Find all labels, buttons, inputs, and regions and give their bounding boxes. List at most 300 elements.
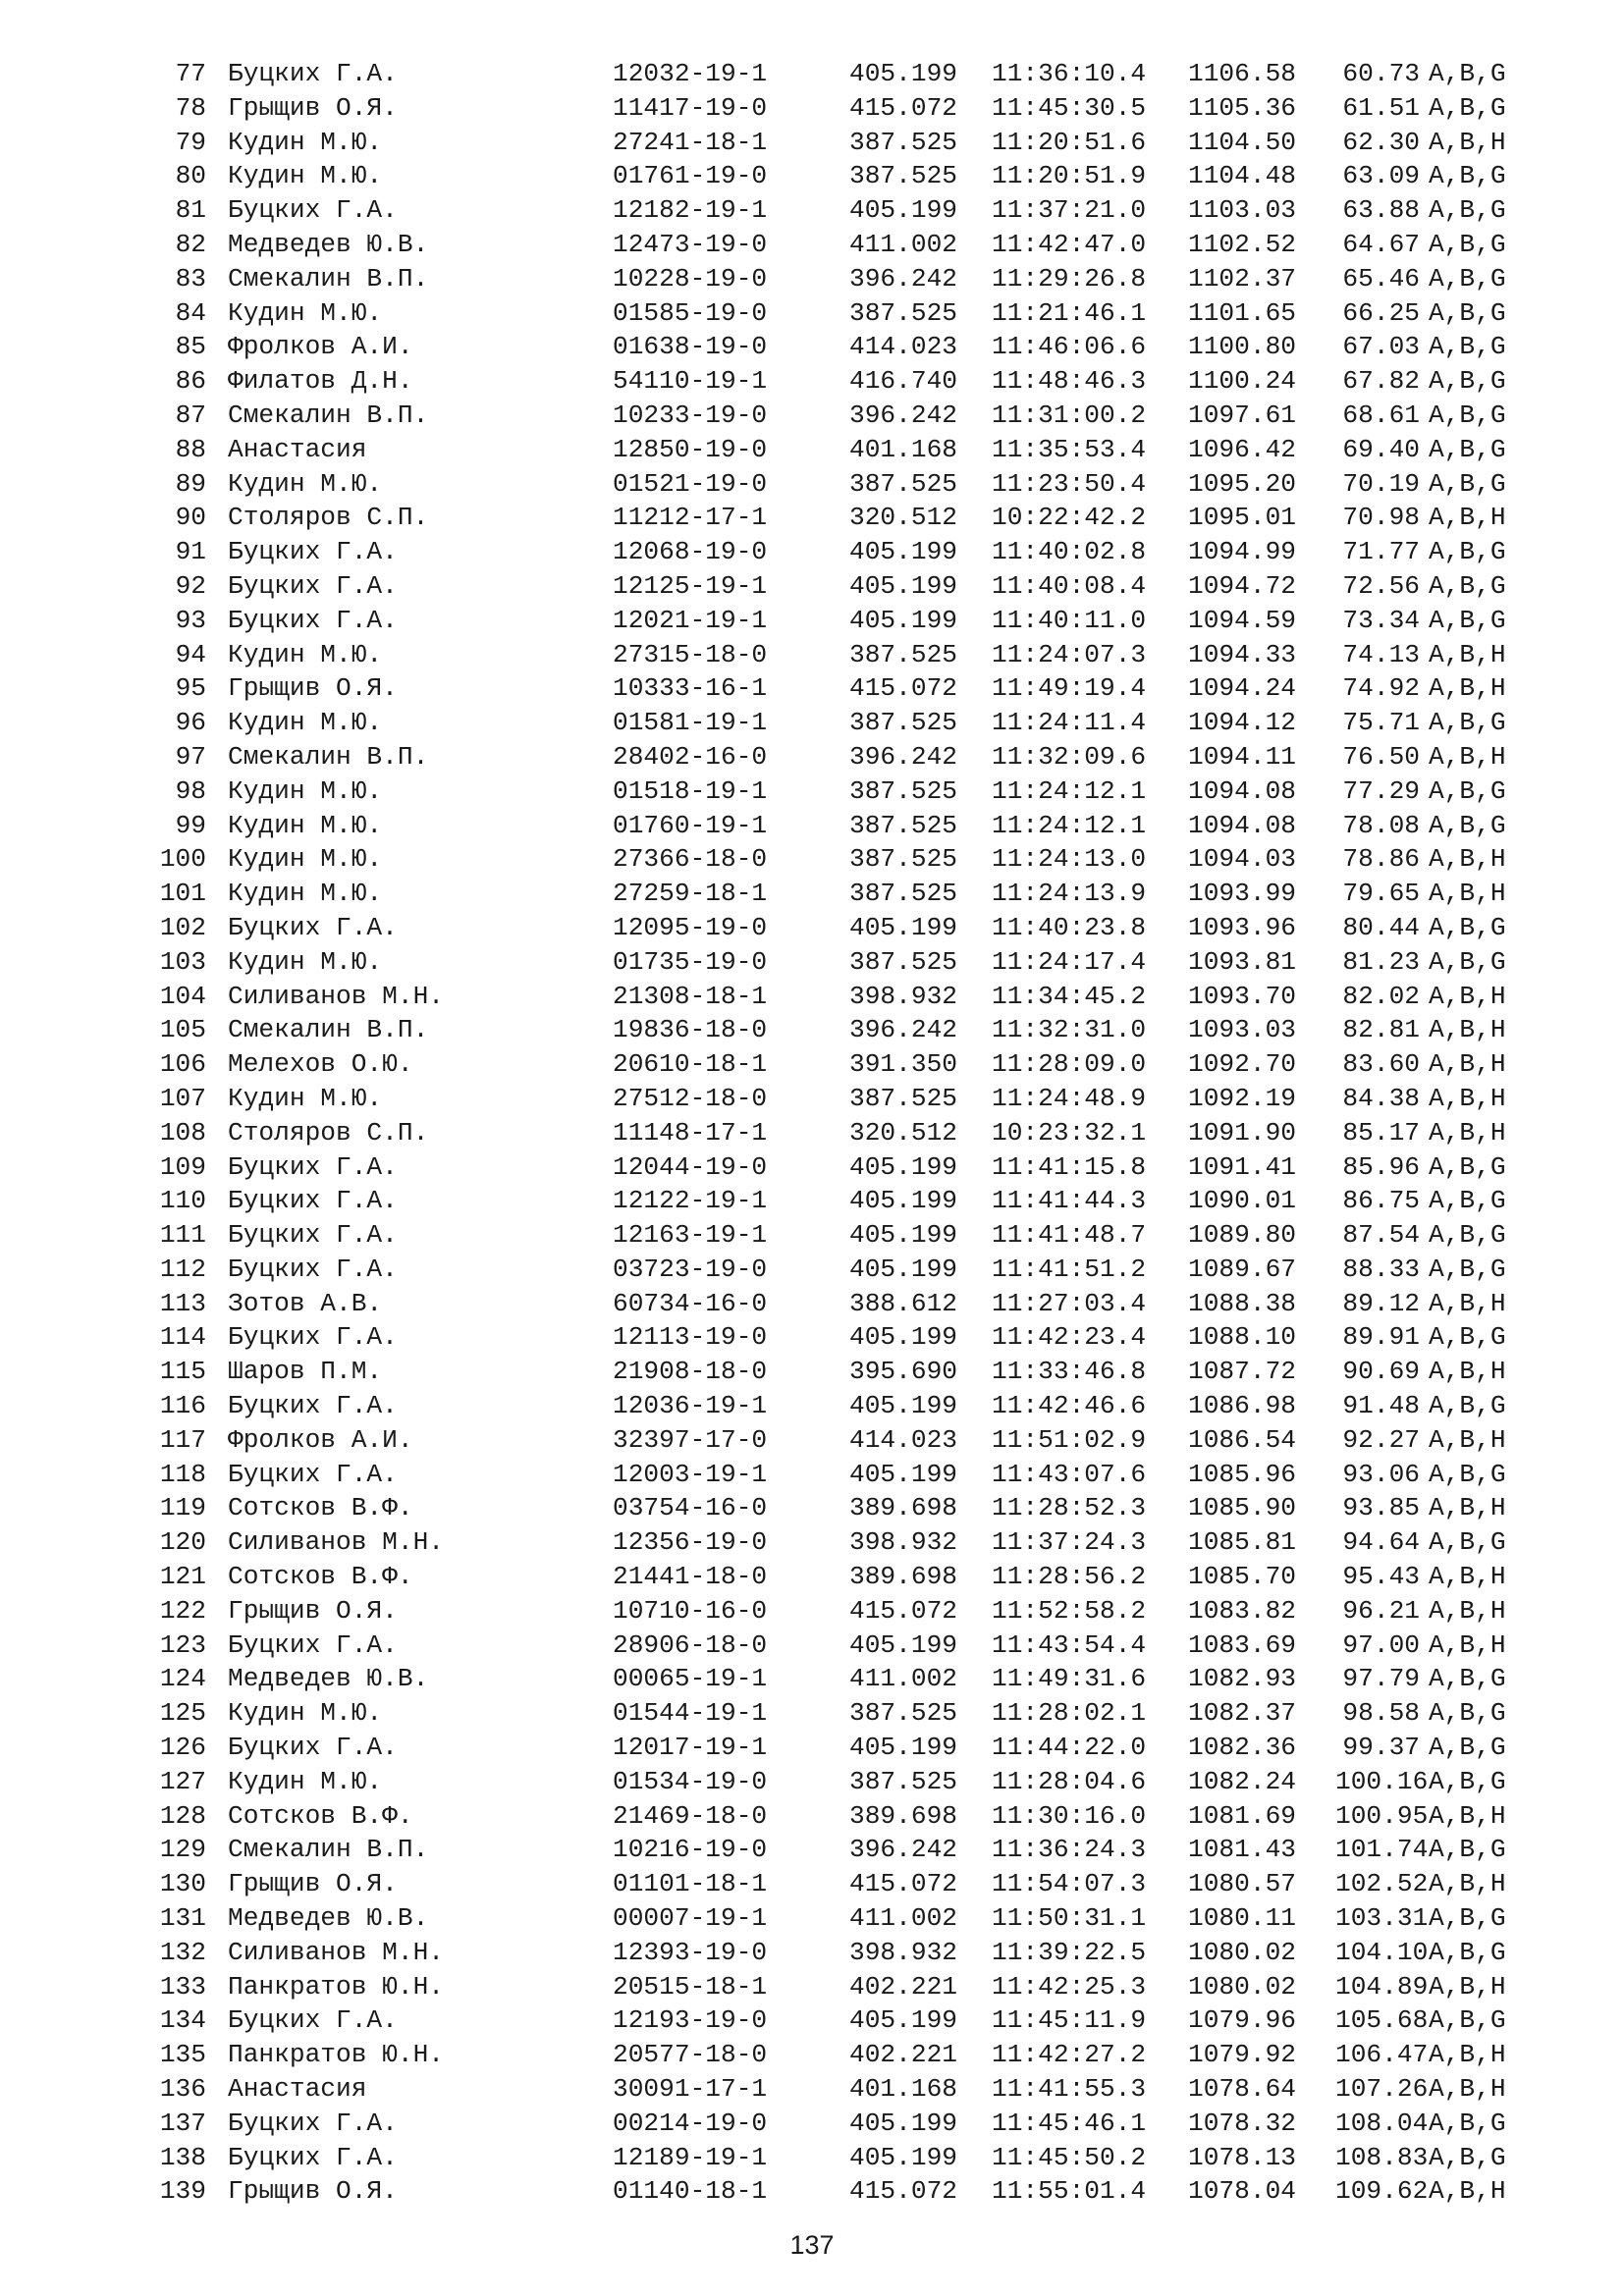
row-number: 84: [175, 297, 206, 328]
distance: 402.221: [849, 1971, 958, 2002]
speed: 1094.03: [1188, 844, 1297, 875]
fancier-name: Шаров П.М.: [228, 1357, 383, 1387]
speed: 1093.70: [1188, 981, 1297, 1011]
flags: A,B,G: [1429, 1391, 1506, 1421]
distance: 411.002: [849, 1664, 958, 1694]
arrival-time: 11:40:02.8: [992, 537, 1147, 567]
distance: 415.072: [849, 92, 958, 123]
table-row: [147, 2107, 1581, 2141]
fancier-name: Кудин М.Ю.: [228, 1766, 383, 1796]
row-number: 115: [159, 1357, 206, 1387]
row-number: 85: [175, 332, 206, 362]
speed: 1080.57: [1188, 1869, 1297, 1899]
fancier-name: Буцких Г.А.: [228, 1220, 398, 1251]
points: 97.79: [1342, 1664, 1420, 1694]
table-row: [147, 809, 1581, 843]
speed: 1082.36: [1188, 1733, 1297, 1763]
points: 104.10: [1335, 1937, 1429, 1967]
row-number: 83: [175, 263, 206, 294]
arrival-time: 11:31:00.2: [992, 400, 1147, 430]
ring-id: 30091-17-1: [613, 2074, 768, 2105]
fancier-name: Филатов Д.Н.: [228, 366, 413, 397]
row-number: 78: [175, 92, 206, 123]
speed: 1083.69: [1188, 1629, 1297, 1660]
distance: 402.221: [849, 2040, 958, 2070]
distance: 405.199: [849, 1459, 958, 1489]
points: 102.52: [1335, 1869, 1429, 1899]
distance: 405.199: [849, 605, 958, 635]
flags: A,B,G: [1429, 1664, 1506, 1694]
row-number: 105: [159, 1015, 206, 1045]
fancier-name: Сотсков В.Ф.: [228, 1562, 413, 1592]
arrival-time: 11:24:17.4: [992, 946, 1147, 977]
speed: 1094.24: [1188, 673, 1297, 704]
row-number: 133: [159, 1971, 206, 2002]
row-number: 80: [175, 161, 206, 191]
points: 74.13: [1342, 639, 1420, 669]
table-row: [147, 842, 1581, 877]
distance: 405.199: [849, 1254, 958, 1284]
row-number: 130: [159, 1869, 206, 1899]
arrival-time: 11:24:07.3: [992, 639, 1147, 669]
distance: 405.199: [849, 1322, 958, 1353]
arrival-time: 11:28:04.6: [992, 1766, 1147, 1796]
flags: A,B,G: [1429, 775, 1506, 806]
ring-id: 01581-19-1: [613, 708, 768, 738]
speed: 1088.38: [1188, 1288, 1297, 1318]
fancier-name: Буцких Г.А.: [228, 2142, 398, 2172]
arrival-time: 11:52:58.2: [992, 1595, 1147, 1626]
fancier-name: Кудин М.Ю.: [228, 297, 383, 328]
speed: 1080.02: [1188, 1971, 1297, 2002]
distance: 387.525: [849, 946, 958, 977]
speed: 1081.43: [1188, 1835, 1297, 1865]
table-row: [147, 228, 1581, 262]
ring-id: 10333-16-1: [613, 673, 768, 704]
speed: 1091.90: [1188, 1117, 1297, 1148]
fancier-name: Столяров С.П.: [228, 1117, 429, 1148]
table-row: [147, 467, 1581, 502]
flags: A,B,H: [1429, 1493, 1506, 1523]
table-row: [147, 2072, 1581, 2107]
flags: A,B,H: [1429, 127, 1506, 157]
flags: A,B,H: [1429, 503, 1506, 533]
arrival-time: 11:24:48.9: [992, 1083, 1147, 1113]
points: 70.19: [1342, 468, 1420, 499]
row-number: 103: [159, 946, 206, 977]
distance: 411.002: [849, 229, 958, 259]
speed: 1094.08: [1188, 775, 1297, 806]
flags: A,B,H: [1429, 1015, 1506, 1045]
distance: 416.740: [849, 366, 958, 397]
flags: A,B,G: [1429, 297, 1506, 328]
distance: 396.242: [849, 263, 958, 294]
points: 82.81: [1342, 1015, 1420, 1045]
arrival-time: 11:42:27.2: [992, 2040, 1147, 2070]
points: 109.62: [1335, 2176, 1429, 2207]
row-number: 139: [159, 2176, 206, 2207]
ring-id: 01544-19-1: [613, 1698, 768, 1729]
distance: 387.525: [849, 1766, 958, 1796]
flags: A,B,H: [1429, 673, 1506, 704]
fancier-name: Смекалин В.П.: [228, 263, 429, 294]
distance: 387.525: [849, 1698, 958, 1729]
arrival-time: 11:28:52.3: [992, 1493, 1147, 1523]
fancier-name: Кудин М.Ю.: [228, 844, 383, 875]
distance: 395.690: [849, 1357, 958, 1387]
speed: 1100.24: [1188, 366, 1297, 397]
points: 87.54: [1342, 1220, 1420, 1251]
row-number: 125: [159, 1698, 206, 1729]
ring-id: 12473-19-0: [613, 229, 768, 259]
fancier-name: Буцких Г.А.: [228, 1733, 398, 1763]
fancier-name: Медведев Ю.В.: [228, 1903, 429, 1934]
arrival-time: 11:36:24.3: [992, 1835, 1147, 1865]
arrival-time: 11:36:10.4: [992, 59, 1147, 88]
fancier-name: Буцких Г.А.: [228, 605, 398, 635]
distance: 398.932: [849, 1527, 958, 1558]
ring-id: 10233-19-0: [613, 400, 768, 430]
flags: A,B,H: [1429, 1562, 1506, 1592]
points: 79.65: [1342, 879, 1420, 909]
ring-id: 12193-19-0: [613, 2005, 768, 2036]
fancier-name: Буцких Г.А.: [228, 2005, 398, 2036]
speed: 1085.96: [1188, 1459, 1297, 1489]
arrival-time: 11:43:07.6: [992, 1459, 1147, 1489]
flags: A,B,G: [1429, 366, 1506, 397]
table-row: [147, 1629, 1581, 1663]
points: 86.75: [1342, 1186, 1420, 1216]
row-number: 136: [159, 2074, 206, 2105]
table-row: [147, 1184, 1581, 1218]
ring-id: 12189-19-1: [613, 2142, 768, 2172]
table-row: [147, 1082, 1581, 1116]
distance: 398.932: [849, 1937, 958, 1967]
flags: A,B,G: [1429, 1835, 1506, 1865]
table-row: [147, 262, 1581, 296]
row-number: 82: [175, 229, 206, 259]
points: 99.37: [1342, 1733, 1420, 1763]
speed: 1089.80: [1188, 1220, 1297, 1251]
ring-id: 27512-18-0: [613, 1083, 768, 1113]
flags: A,B,H: [1429, 1971, 1506, 2002]
points: 105.68: [1335, 2005, 1429, 2036]
arrival-time: 11:32:09.6: [992, 741, 1147, 772]
table-row: [147, 364, 1581, 399]
flags: A,B,H: [1429, 1049, 1506, 1080]
table-row: [147, 1696, 1581, 1731]
flags: A,B,G: [1429, 570, 1506, 601]
arrival-time: 11:43:54.4: [992, 1629, 1147, 1660]
table-row: [147, 1662, 1581, 1696]
table-row: [147, 126, 1581, 160]
ring-id: 12393-19-0: [613, 1937, 768, 1967]
table-row: [147, 1936, 1581, 1970]
points: 73.34: [1342, 605, 1420, 635]
distance: 320.512: [849, 503, 958, 533]
table-row: [147, 2003, 1581, 2038]
flags: A,B,G: [1429, 1254, 1506, 1284]
distance: 414.023: [849, 332, 958, 362]
flags: A,B,G: [1429, 2005, 1506, 2036]
flags: A,B,G: [1429, 161, 1506, 191]
ring-id: 12850-19-0: [613, 434, 768, 464]
distance: 387.525: [849, 775, 958, 806]
row-number: 89: [175, 468, 206, 499]
fancier-name: Буцких Г.А.: [228, 1629, 398, 1660]
row-number: 113: [159, 1288, 206, 1318]
points: 84.38: [1342, 1083, 1420, 1113]
points: 80.44: [1342, 912, 1420, 942]
table-row: [147, 1491, 1581, 1525]
fancier-name: Панкратов Ю.Н.: [228, 1971, 445, 2002]
table-row: [147, 2174, 1581, 2209]
distance: 396.242: [849, 741, 958, 772]
table-row: [147, 877, 1581, 911]
row-number: 101: [159, 879, 206, 909]
points: 71.77: [1342, 537, 1420, 567]
distance: 387.525: [849, 639, 958, 669]
speed: 1092.70: [1188, 1049, 1297, 1080]
arrival-time: 11:27:03.4: [992, 1288, 1147, 1318]
row-number: 131: [159, 1903, 206, 1934]
ring-id: 12068-19-0: [613, 537, 768, 567]
speed: 1078.64: [1188, 2074, 1297, 2105]
arrival-time: 11:42:23.4: [992, 1322, 1147, 1353]
row-number: 112: [159, 1254, 206, 1284]
ring-id: 32397-17-0: [613, 1424, 768, 1455]
points: 64.67: [1342, 229, 1420, 259]
table-row: [147, 638, 1581, 672]
distance: 405.199: [849, 1151, 958, 1182]
arrival-time: 11:28:02.1: [992, 1698, 1147, 1729]
row-number: 117: [159, 1424, 206, 1455]
flags: A,B,H: [1429, 741, 1506, 772]
distance: 405.199: [849, 912, 958, 942]
row-number: 128: [159, 1800, 206, 1831]
table-row: [147, 1423, 1581, 1458]
arrival-time: 11:40:23.8: [992, 912, 1147, 942]
table-row: [147, 399, 1581, 433]
table-row: [147, 1867, 1581, 1901]
arrival-time: 11:24:11.4: [992, 708, 1147, 738]
fancier-name: Анастасия: [228, 2074, 367, 2105]
table-row: [147, 740, 1581, 774]
distance: 415.072: [849, 1869, 958, 1899]
fancier-name: Силиванов М.Н.: [228, 1937, 445, 1967]
points: 97.00: [1342, 1629, 1420, 1660]
row-number: 93: [175, 605, 206, 635]
points: 72.56: [1342, 570, 1420, 601]
table-row: [147, 296, 1581, 331]
ring-id: 03754-16-0: [613, 1493, 768, 1523]
row-number: 124: [159, 1664, 206, 1694]
flags: A,B,G: [1429, 810, 1506, 840]
flags: A,B,G: [1429, 1903, 1506, 1934]
ring-id: 01534-19-0: [613, 1766, 768, 1796]
speed: 1082.37: [1188, 1698, 1297, 1729]
speed: 1103.03: [1188, 195, 1297, 226]
fancier-name: Грыщив О.Я.: [228, 92, 398, 123]
points: 63.09: [1342, 161, 1420, 191]
flags: A,B,G: [1429, 332, 1506, 362]
distance: 415.072: [849, 2176, 958, 2207]
table-row: [147, 911, 1581, 945]
points: 106.47: [1335, 2040, 1429, 2070]
ring-id: 00065-19-1: [613, 1664, 768, 1694]
fancier-name: Панкратов Ю.Н.: [228, 2040, 445, 2070]
arrival-time: 11:41:15.8: [992, 1151, 1147, 1182]
fancier-name: Кудин М.Ю.: [228, 468, 383, 499]
ring-id: 01521-19-0: [613, 468, 768, 499]
flags: A,B,G: [1429, 1733, 1506, 1763]
fancier-name: Буцких Г.А.: [228, 912, 398, 942]
points: 103.31: [1335, 1903, 1429, 1934]
points: 93.06: [1342, 1459, 1420, 1489]
points: 89.91: [1342, 1322, 1420, 1353]
ring-id: 10228-19-0: [613, 263, 768, 294]
speed: 1088.10: [1188, 1322, 1297, 1353]
table-row: [147, 501, 1581, 535]
distance: 405.199: [849, 1186, 958, 1216]
row-number: 87: [175, 400, 206, 430]
arrival-time: 11:35:53.4: [992, 434, 1147, 464]
flags: A,B,H: [1429, 1595, 1506, 1626]
ring-id: 27241-18-1: [613, 127, 768, 157]
points: 78.08: [1342, 810, 1420, 840]
fancier-name: Кудин М.Ю.: [228, 879, 383, 909]
row-number: 96: [175, 708, 206, 738]
speed: 1104.50: [1188, 127, 1297, 157]
flags: A,B,G: [1429, 92, 1506, 123]
arrival-time: 11:40:08.4: [992, 570, 1147, 601]
speed: 1097.61: [1188, 400, 1297, 430]
ring-id: 01760-19-1: [613, 810, 768, 840]
table-row: [147, 569, 1581, 604]
distance: 405.199: [849, 195, 958, 226]
points: 63.88: [1342, 195, 1420, 226]
table-row: [147, 91, 1581, 126]
row-number: 120: [159, 1527, 206, 1558]
distance: 405.199: [849, 537, 958, 567]
table-row: [147, 945, 1581, 980]
arrival-time: 11:49:31.6: [992, 1664, 1147, 1694]
ring-id: 12125-19-1: [613, 570, 768, 601]
fancier-name: Медведев Ю.В.: [228, 229, 429, 259]
distance: 387.525: [849, 1083, 958, 1113]
flags: A,B,H: [1429, 2176, 1506, 2207]
speed: 1082.93: [1188, 1664, 1297, 1694]
row-number: 110: [159, 1186, 206, 1216]
arrival-time: 11:45:11.9: [992, 2005, 1147, 2036]
ring-id: 00214-19-0: [613, 2108, 768, 2138]
fancier-name: Кудин М.Ю.: [228, 161, 383, 191]
table-row: [147, 1253, 1581, 1287]
distance: 387.525: [849, 708, 958, 738]
speed: 1093.96: [1188, 912, 1297, 942]
row-number: 129: [159, 1835, 206, 1865]
table-row: [147, 2038, 1581, 2072]
flags: A,B,G: [1429, 434, 1506, 464]
flags: A,B,G: [1429, 229, 1506, 259]
fancier-name: Смекалин В.П.: [228, 1835, 429, 1865]
ring-id: 12003-19-1: [613, 1459, 768, 1489]
flags: A,B,G: [1429, 708, 1506, 738]
speed: 1094.11: [1188, 741, 1297, 772]
table-row: [147, 330, 1581, 364]
fancier-name: Грыщив О.Я.: [228, 2176, 398, 2207]
fancier-name: Смекалин В.П.: [228, 741, 429, 772]
row-number: 137: [159, 2108, 206, 2138]
distance: 387.525: [849, 297, 958, 328]
speed: 1094.33: [1188, 639, 1297, 669]
points: 93.85: [1342, 1493, 1420, 1523]
arrival-time: 11:55:01.4: [992, 2176, 1147, 2207]
speed: 1094.72: [1188, 570, 1297, 601]
ring-id: 01638-19-0: [613, 332, 768, 362]
arrival-time: 11:45:46.1: [992, 2108, 1147, 2138]
row-number: 127: [159, 1766, 206, 1796]
speed: 1092.19: [1188, 1083, 1297, 1113]
table-row: [147, 604, 1581, 638]
speed: 1105.36: [1188, 92, 1297, 123]
row-number: 119: [159, 1493, 206, 1523]
flags: A,B,H: [1429, 1424, 1506, 1455]
fancier-name: Кудин М.Ю.: [228, 127, 383, 157]
arrival-time: 11:39:22.5: [992, 1937, 1147, 1967]
speed: 1094.08: [1188, 810, 1297, 840]
ring-id: 10710-16-0: [613, 1595, 768, 1626]
flags: A,B,H: [1429, 1800, 1506, 1831]
points: 83.60: [1342, 1049, 1420, 1080]
flags: A,B,H: [1429, 1117, 1506, 1148]
row-number: 118: [159, 1459, 206, 1489]
speed: 1083.82: [1188, 1595, 1297, 1626]
ring-id: 01761-19-0: [613, 161, 768, 191]
row-number: 122: [159, 1595, 206, 1626]
arrival-time: 11:41:55.3: [992, 2074, 1147, 2105]
arrival-time: 11:48:46.3: [992, 366, 1147, 397]
table-row: [147, 1594, 1581, 1629]
distance: 387.525: [849, 844, 958, 875]
distance: 320.512: [849, 1117, 958, 1148]
arrival-time: 11:40:11.0: [992, 605, 1147, 635]
distance: 401.168: [849, 2074, 958, 2105]
fancier-name: Кудин М.Ю.: [228, 639, 383, 669]
flags: A,B,G: [1429, 1459, 1506, 1489]
points: 89.12: [1342, 1288, 1420, 1318]
points: 94.64: [1342, 1527, 1420, 1558]
distance: 414.023: [849, 1424, 958, 1455]
fancier-name: Кудин М.Ю.: [228, 708, 383, 738]
row-number: 90: [175, 503, 206, 533]
speed: 1081.69: [1188, 1800, 1297, 1831]
fancier-name: Кудин М.Ю.: [228, 775, 383, 806]
arrival-time: 11:28:09.0: [992, 1049, 1147, 1080]
ring-id: 27315-18-0: [613, 639, 768, 669]
distance: 405.199: [849, 2005, 958, 2036]
table-row: [147, 1525, 1581, 1560]
ring-id: 20610-18-1: [613, 1049, 768, 1080]
distance: 415.072: [849, 673, 958, 704]
fancier-name: Фролков А.И.: [228, 332, 413, 362]
table-row: [147, 774, 1581, 809]
fancier-name: Буцких Г.А.: [228, 195, 398, 226]
ring-id: 12017-19-1: [613, 1733, 768, 1763]
fancier-name: Сотсков В.Ф.: [228, 1493, 413, 1523]
fancier-name: Кудин М.Ю.: [228, 1083, 383, 1113]
fancier-name: Буцких Г.А.: [228, 1322, 398, 1353]
